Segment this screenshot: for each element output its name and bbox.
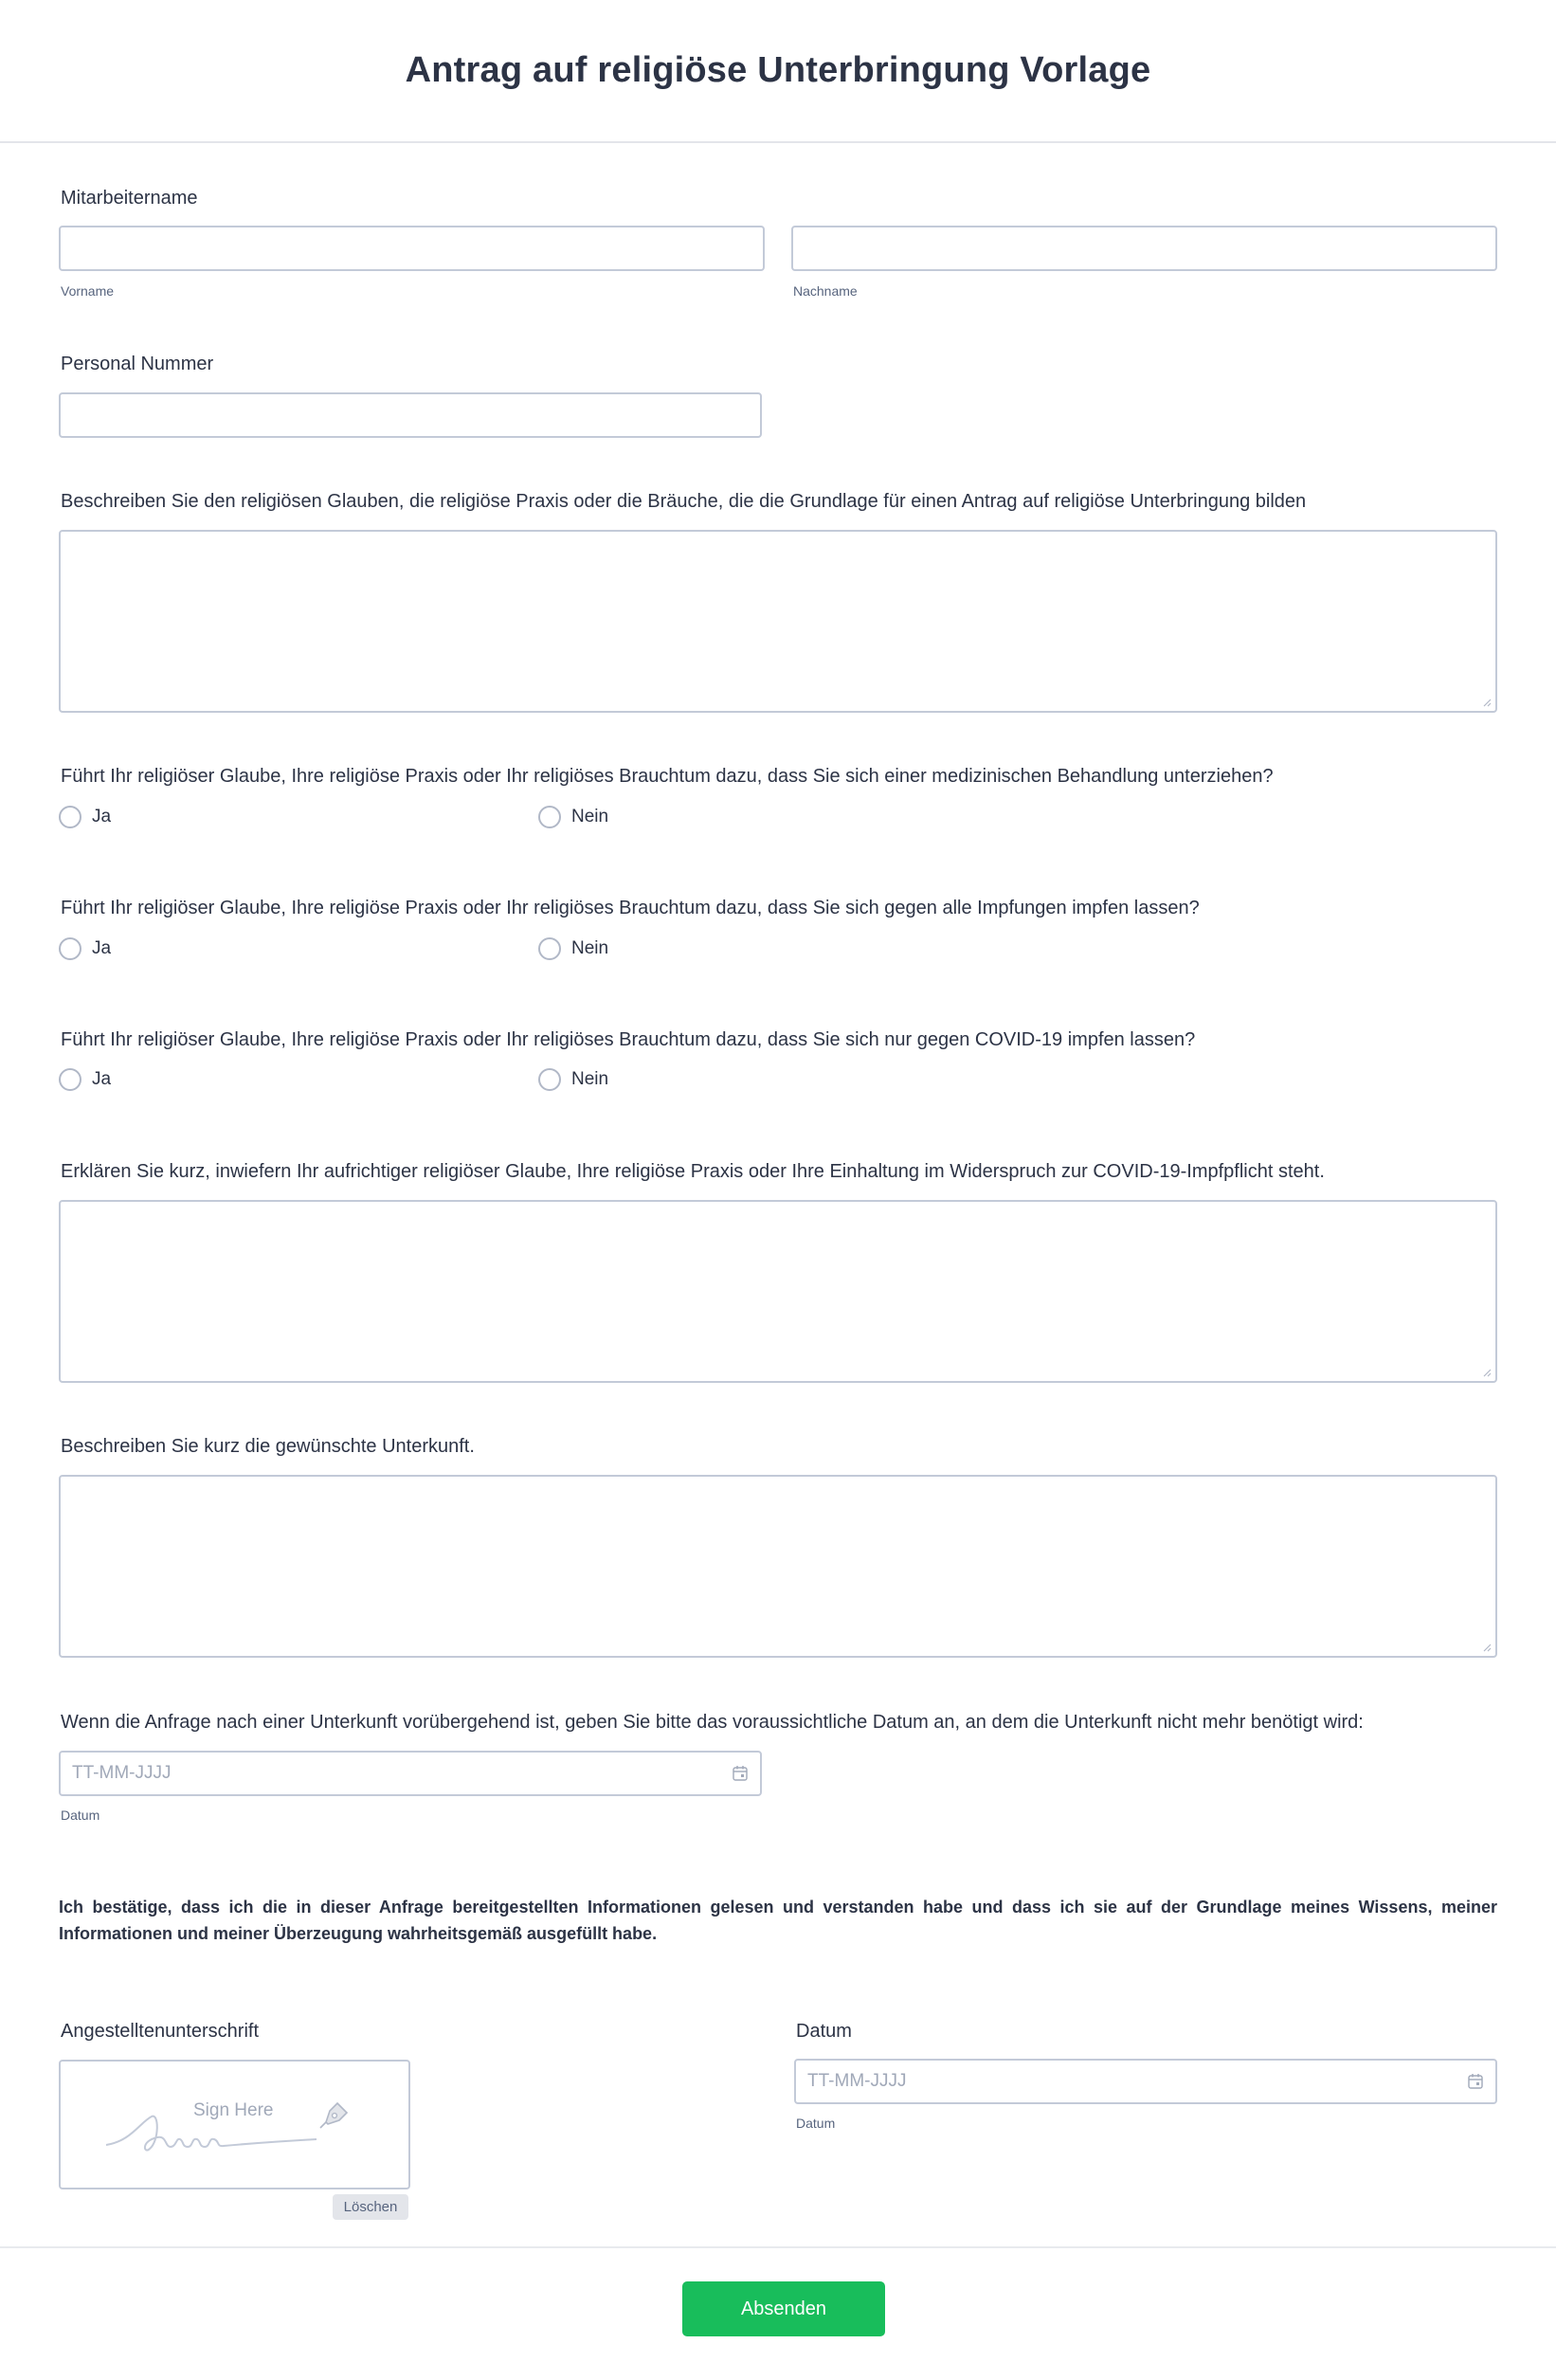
form-title: Antrag auf religiöse Unterbringung Vorlage <box>405 50 1151 90</box>
signature-date-placeholder: TT-MM-JJJJ <box>807 2071 907 2091</box>
confirmation-text: Ich bestätige, dass ich die in dieser Anfrage bereitgestellten Informationen gelesen und verstanden habe und dass ich sie auf der Grundlage meines Wissens, meiner Informationen und meiner Überzeugung wahrheitsgemäß ausgefüllt habe. <box>59 1898 1497 1943</box>
end-date-sublabel: Datum <box>61 1808 100 1823</box>
signature-date-label: Datum <box>796 2021 852 2042</box>
resize-grip-icon[interactable] <box>1482 1643 1492 1652</box>
signature-date-sublabel: Datum <box>796 2116 836 2131</box>
conflict-explanation-textarea[interactable] <box>59 1200 1497 1383</box>
signature-pad[interactable] <box>59 2060 410 2189</box>
belief-description-label: Beschreiben Sie den religiösen Glauben, die religiöse Praxis oder die Bräuche, die die Grundlage für einen Antrag auf religiöse Unterbringung bilden <box>61 491 1307 512</box>
calendar-icon[interactable] <box>732 1765 749 1782</box>
last-name-input[interactable] <box>791 226 1497 271</box>
footer-divider <box>0 2246 1556 2248</box>
all-vaccines-no-label: Nein <box>571 938 609 958</box>
clear-signature-button[interactable]: Löschen <box>333 2194 408 2220</box>
signature-placeholder: Sign Here <box>193 2100 274 2120</box>
end-date-label: Wenn die Anfrage nach einer Unterkunft vorübergehend ist, geben Sie bitte das voraussichtliche Datum an, an dem die Unterkunft nicht mehr benötigt wird: <box>61 1712 1364 1733</box>
calendar-icon[interactable] <box>1467 2073 1484 2090</box>
radio-circle-icon[interactable] <box>538 806 561 828</box>
medical-no-option[interactable] <box>538 806 608 828</box>
medical-yes-label: Ja <box>92 807 112 827</box>
signature-date-input[interactable] <box>794 2059 1497 2104</box>
pen-nib-icon <box>317 2099 351 2134</box>
covid-no-option[interactable] <box>538 1068 608 1091</box>
end-date-placeholder: TT-MM-JJJJ <box>72 1763 172 1783</box>
last-name-sublabel: Nachname <box>793 283 858 299</box>
first-name-input[interactable] <box>59 226 765 271</box>
all-vaccines-yes-option[interactable] <box>59 937 111 960</box>
covid-no-label: Nein <box>571 1069 609 1089</box>
all-vaccines-question-label: Führt Ihr religiöser Glaube, Ihre religiöse Praxis oder Ihr religiöses Brauchtum dazu, dass Sie sich gegen alle Impfungen impfen lassen? <box>61 898 1200 918</box>
end-date-input[interactable] <box>59 1751 762 1796</box>
radio-circle-icon[interactable] <box>59 1068 81 1091</box>
form-header <box>0 0 1556 143</box>
conflict-explanation-label: Erklären Sie kurz, inwiefern Ihr aufrichtiger religiöser Glaube, Ihre religiöse Praxis oder Ihre Einhaltung im Widerspruch zur COVID-19-Impfpflicht steht. <box>61 1161 1325 1182</box>
accommodation-textarea[interactable] <box>59 1475 1497 1658</box>
signature-label: Angestelltenunterschrift <box>61 2021 260 2042</box>
submit-button[interactable]: Absenden <box>682 2281 885 2336</box>
radio-circle-icon[interactable] <box>59 806 81 828</box>
covid-yes-option[interactable] <box>59 1068 111 1091</box>
accommodation-label: Beschreiben Sie kurz die gewünschte Unterkunft. <box>61 1436 475 1457</box>
radio-circle-icon[interactable] <box>538 937 561 960</box>
first-name-sublabel: Vorname <box>61 283 115 299</box>
radio-circle-icon[interactable] <box>538 1068 561 1091</box>
personnel-number-label: Personal Nummer <box>61 354 214 374</box>
medical-question-label: Führt Ihr religiöser Glaube, Ihre religiöse Praxis oder Ihr religiöses Brauchtum dazu, dass Sie sich einer medizinischen Behandlung unterziehen? <box>61 766 1274 787</box>
resize-grip-icon[interactable] <box>1482 1368 1492 1377</box>
medical-yes-option[interactable] <box>59 806 111 828</box>
belief-description-textarea[interactable] <box>59 530 1497 713</box>
employee-name-label: Mitarbeitername <box>61 188 198 209</box>
medical-no-label: Nein <box>571 807 609 827</box>
all-vaccines-no-option[interactable] <box>538 937 608 960</box>
all-vaccines-yes-label: Ja <box>92 938 112 958</box>
covid-question-label: Führt Ihr religiöser Glaube, Ihre religiöse Praxis oder Ihr religiöses Brauchtum dazu, dass Sie sich nur gegen COVID-19 impfen lassen? <box>61 1029 1196 1050</box>
personnel-number-input[interactable] <box>59 392 762 438</box>
radio-circle-icon[interactable] <box>59 937 81 960</box>
covid-yes-label: Ja <box>92 1069 112 1089</box>
resize-grip-icon[interactable] <box>1482 698 1492 707</box>
